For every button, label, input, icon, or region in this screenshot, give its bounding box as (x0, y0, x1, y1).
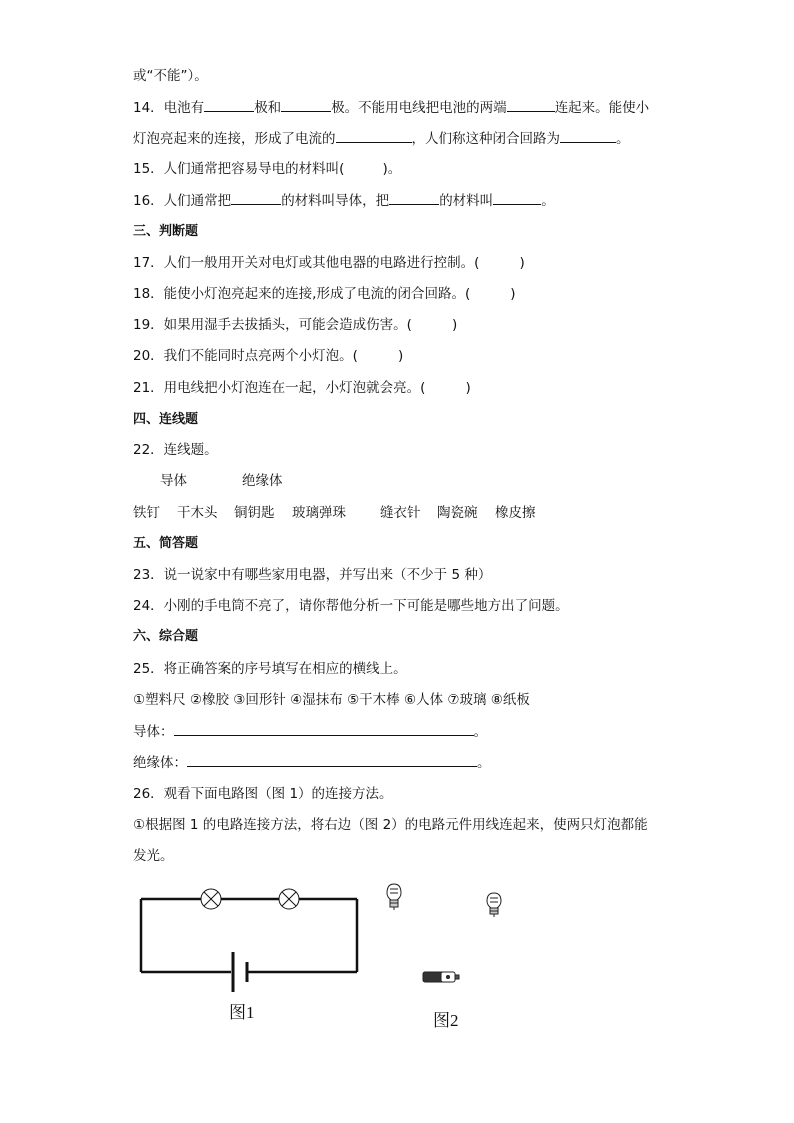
section-comprehensive-heading: 六、综合题 (133, 629, 199, 644)
q14-text-3: 极。不能用电线把电池的两端 (331, 100, 507, 116)
q14-text-7: 。 (616, 131, 630, 147)
q14-text-1: 14．电池有 (133, 100, 205, 116)
figure-2-caption: 图2 (433, 1011, 459, 1030)
q22-item-5[interactable]: 缝衣针 (380, 505, 421, 521)
q15-close: )。 (382, 161, 402, 177)
q19-text: 19．如果用湿手去拔插头，可能会造成伤害。( (133, 317, 412, 333)
q22-category-insulator[interactable]: 绝缘体 (242, 473, 283, 489)
q13-tail: 或“不能”）。 (133, 68, 208, 84)
q21-text: 21．用电线把小灯泡连在一起，小灯泡就会亮。( (133, 380, 426, 396)
q16-text-3: 的材料叫 (439, 193, 494, 209)
q25-conductor-label: 导体： (133, 724, 174, 740)
q16-text-4: 。 (541, 193, 555, 209)
figure-2-components (387, 884, 501, 982)
q17-text: 17．人们一般用开关对电灯或其他电器的电路进行控制。( (133, 255, 480, 271)
q23: 23．说一说家中有哪些家用电器，并写出来（不少于 5 种） (133, 567, 492, 583)
q16-text-1: 16．人们通常把 (133, 193, 232, 209)
q21-close: ) (465, 380, 471, 396)
q14-text-5: 灯泡亮起来的连接，形成了电流的 (133, 131, 336, 147)
q20-text: 20．我们不能同时点亮两个小灯泡。( (133, 348, 358, 364)
q26-sub1-line2: 发光。 (133, 848, 174, 864)
section-short-answer-heading: 五、简答题 (133, 536, 199, 551)
q24: 24．小刚的手电筒不亮了，请你帮他分析一下可能是哪些地方出了问题。 (133, 598, 569, 614)
q22-item-2[interactable]: 干木头 (177, 505, 218, 521)
q22-prompt: 22．连线题。 (133, 442, 218, 458)
q22-category-conductor[interactable]: 导体 (160, 473, 187, 489)
q16-text-2: 的材料叫导体，把 (281, 193, 390, 209)
section-matching-heading: 四、连线题 (133, 412, 199, 427)
fig1-bulb-1 (201, 889, 221, 909)
q14-text-4: 连起来。能使小 (554, 100, 650, 116)
q25-insulator-end: 。 (477, 755, 491, 771)
q22-item-3[interactable]: 铜钥匙 (234, 505, 275, 521)
q25-options: ①塑料尺 ②橡胶 ③回形针 ④湿抹布 ⑤干木棒 ⑥人体 ⑦玻璃 ⑧纸板 (133, 692, 530, 708)
q19-close: ) (451, 317, 458, 333)
figure-1-circuit (141, 889, 357, 992)
q20-close: ) (397, 348, 404, 364)
q26-prompt: 26．观看下面电路图（图 1）的连接方法。 (133, 786, 393, 802)
q25-conductor-end: 。 (473, 724, 487, 740)
q22-item-1[interactable]: 铁钉 (133, 505, 160, 521)
q18-text: 18．能使小灯泡亮起来的连接,形成了电流的闭合回路。( (133, 286, 471, 302)
fig2-battery (423, 972, 459, 982)
q26-sub1-line1: ①根据图 1 的电路连接方法，将右边（图 2）的电路元件用线连起来，使两只灯泡都能 (133, 817, 648, 833)
q15-text: 15．人们通常把容易导电的材料叫( (133, 161, 345, 177)
q18-close: ) (510, 286, 516, 302)
figure-1-caption: 图1 (229, 1003, 255, 1022)
q14-text-6: ，人们称这种闭合回路为 (411, 131, 560, 147)
q17-close: ) (519, 255, 525, 271)
q25-prompt: 25．将正确答案的序号填写在相应的横线上。 (133, 661, 407, 677)
q25-insulator-label: 绝缘体： (133, 755, 187, 771)
q22-item-4[interactable]: 玻璃弹珠 (292, 505, 346, 521)
q14-text-2: 极和 (254, 100, 282, 116)
q22-item-7[interactable]: 橡皮擦 (495, 505, 536, 521)
fig1-bulb-2 (279, 889, 299, 909)
q22-item-6[interactable]: 陶瓷碗 (437, 505, 478, 521)
section-judgment-heading: 三、判断题 (133, 224, 199, 239)
fig2-bulb-2 (487, 893, 501, 917)
fig2-bulb-1 (387, 884, 401, 910)
